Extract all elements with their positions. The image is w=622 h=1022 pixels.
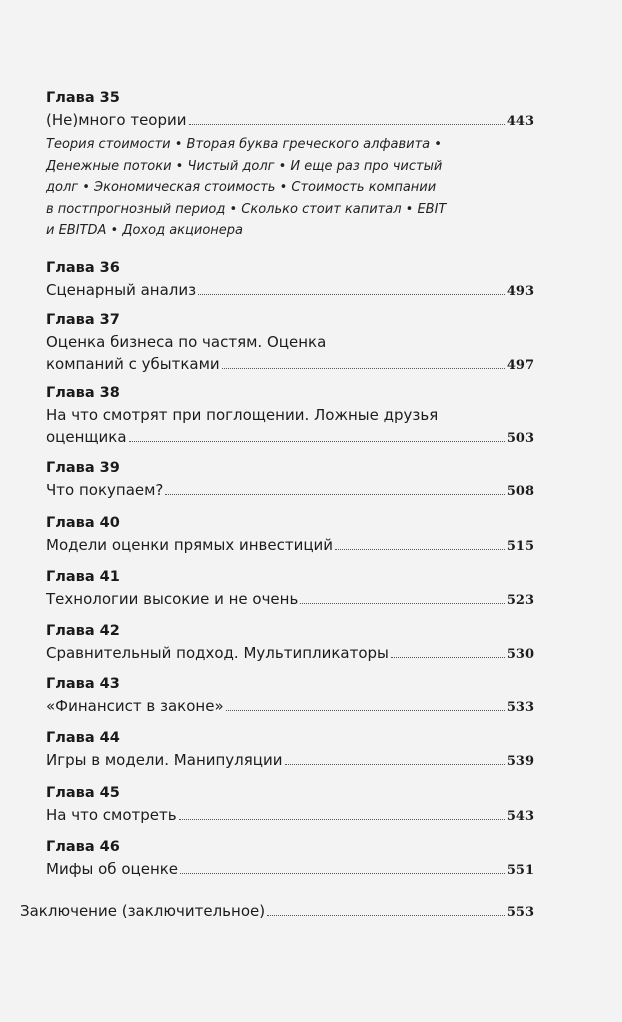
chapter-title: Сценарный анализ	[46, 281, 197, 299]
chapter-label: Глава 42	[46, 623, 120, 639]
dot-leader	[391, 657, 505, 658]
page-number: 551	[506, 863, 534, 878]
toc-entry-ch44	[46, 727, 534, 773]
toc-entry-ch40	[46, 512, 534, 558]
chapter-label: Глава 35	[46, 90, 120, 106]
page-number: 497	[506, 358, 534, 373]
page-number: 443	[506, 114, 534, 129]
toc-line	[46, 695, 534, 719]
chapter-label: Глава 40	[46, 515, 120, 531]
dot-leader	[267, 915, 505, 916]
dot-leader	[285, 764, 505, 765]
page-number: 515	[506, 539, 534, 554]
description-line: Денежные потоки • Чистый долг • И еще раз про чистый	[46, 158, 443, 174]
page-number: 553	[506, 905, 534, 920]
dot-leader	[180, 873, 505, 874]
chapter-title-line2: оценщика	[46, 428, 127, 446]
toc-entry-ch46	[46, 836, 534, 882]
dot-leader	[198, 294, 505, 295]
chapter-label: Глава 46	[46, 839, 120, 855]
toc-line	[46, 534, 534, 558]
chapter-label: Глава 38	[46, 385, 120, 401]
toc-entry-ch36	[46, 257, 534, 303]
toc-entry-conclusion	[20, 900, 534, 924]
chapter-title: Мифы об оценке	[46, 860, 179, 878]
dot-leader	[335, 549, 505, 550]
chapter-label: Глава 39	[46, 460, 120, 476]
page-number: 539	[506, 754, 534, 769]
toc-entry-ch43	[46, 673, 534, 719]
chapter-title-line2: компаний с убытками	[46, 355, 220, 373]
dot-leader	[179, 819, 505, 820]
dot-leader	[165, 494, 504, 495]
chapter-label: Глава 43	[46, 676, 120, 692]
chapter-label: Глава 45	[46, 785, 120, 801]
toc-line	[46, 749, 534, 773]
toc-line	[46, 804, 534, 828]
toc-entry-ch38	[46, 382, 534, 450]
toc-line	[46, 642, 534, 666]
description-line: долг • Экономическая стоимость • Стоимость компании	[46, 180, 437, 196]
toc-line	[46, 858, 534, 882]
chapter-title-line1: Оценка бизнеса по частям. Оценка	[46, 333, 327, 351]
chapter-title: «Финансист в законе»	[46, 697, 224, 715]
page-number: 543	[506, 809, 534, 824]
chapter-title: Модели оценки прямых инвестиций	[46, 536, 334, 554]
dot-leader	[222, 368, 505, 369]
dot-leader	[129, 441, 505, 442]
description-line: в постпрогнозный период • Сколько стоит капитал • EBIT	[46, 201, 447, 217]
chapter-title: На что смотреть	[46, 806, 177, 824]
toc-line	[46, 353, 534, 377]
page-number: 493	[506, 284, 534, 299]
toc-entry-ch41	[46, 566, 534, 612]
dot-leader	[300, 603, 505, 604]
chapter-label: Глава 36	[46, 260, 120, 276]
toc-entry-ch35	[46, 87, 534, 242]
toc-entry-ch42	[46, 620, 534, 666]
chapter-description	[46, 134, 486, 242]
toc-entry-ch45	[46, 782, 534, 828]
page-number: 508	[506, 484, 534, 499]
chapter-title: Игры в модели. Манипуляции	[46, 751, 283, 769]
description-line: Теория стоимости • Вторая буква греческого алфавита •	[46, 137, 442, 152]
chapter-title: Технологии высокие и не очень	[46, 590, 299, 608]
page-number: 533	[506, 700, 534, 715]
toc-entry-ch39	[46, 457, 534, 503]
chapter-label: Глава 37	[46, 312, 120, 328]
chapter-label: Глава 41	[46, 569, 120, 585]
conclusion-title: Заключение (заключительное)	[20, 902, 266, 920]
description-line: и EBITDA • Доход акционера	[46, 223, 243, 239]
chapter-label: Глава 44	[46, 730, 120, 746]
toc-line	[46, 588, 534, 612]
toc-line	[46, 109, 534, 133]
page-number: 530	[506, 647, 534, 662]
page-number: 503	[506, 431, 534, 446]
dot-leader	[226, 710, 505, 711]
chapter-title: Сравнительный подход. Мультипликаторы	[46, 644, 389, 662]
toc-line	[46, 479, 534, 503]
toc-entry-ch37	[46, 309, 534, 377]
toc-line	[20, 900, 534, 924]
dot-leader	[189, 124, 505, 125]
chapter-title: (Не)много теории	[46, 111, 187, 129]
toc-line	[46, 279, 534, 303]
page-number: 523	[506, 593, 534, 608]
chapter-title: Что покупаем?	[46, 481, 164, 499]
toc-line	[46, 426, 534, 450]
chapter-title-line1: На что смотрят при поглощении. Ложные друзья	[46, 406, 439, 424]
